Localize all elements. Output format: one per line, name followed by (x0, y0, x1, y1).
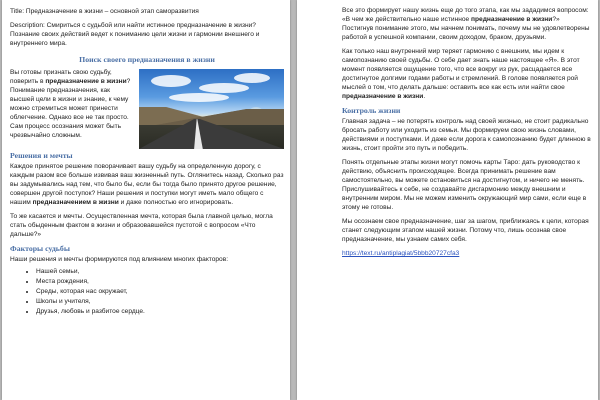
road-photo (139, 69, 284, 149)
title-line: Title: Предназначение в жизни – основной этап саморазвития (10, 8, 199, 15)
text-run: Вы готовы признать свою судьбу, поверить в (10, 69, 112, 85)
cloud-shape (169, 93, 229, 102)
text-run: Как только наш внутренний мир теряет гармонию с внешним, мы идем к самопознанию своей судьбы. О себе дает знать наше настоящее «Я». В этот момент появляется ощущение того, что все вокруг из рук, расцадается все достигнутое долгими годами работы и стремлений. В голове появляется рой мыслей о том, что делать дальше: оставить все как есть или найти свое (342, 48, 580, 91)
heading-fate-factors: Факторы судьбы (10, 244, 70, 253)
paragraph-decisions (10, 162, 284, 207)
paragraph-harmony (342, 47, 592, 101)
document-page-right (297, 0, 598, 400)
heading-life-control: Контроль жизни (342, 106, 401, 115)
bold-run: предназначением в жизни (32, 199, 119, 206)
heading-search-purpose: Поиск своего предназначения в жизни (79, 55, 215, 64)
bold-run: предназначение в жизни (45, 78, 127, 85)
description-line: Description: Смириться с судьбой или найти истинное предназначение в жизни? Познание своих действий ведет к пониманию цели жизни и гармонии внешнего и внутреннего мира. (10, 22, 260, 47)
source-link[interactable]: https://text.ru/antiplagiat/5bbb20727cfa3 (342, 250, 460, 257)
text-run: Каждое принятое решение поворачивает вашу судьбу на определенную дорогу, с каждым разом все больше извивая ваш жизненный путь. Оглянитесь назад. Сколько раз вы задумывались над тем, что было бы, если бы тогда было принято другое решение, совершен другой поступок? Наши решения и поступки могут иметь мало общего с нашим (10, 163, 284, 206)
cloud-shape (234, 73, 270, 83)
text-run: . (423, 93, 426, 100)
paragraph-tarot: Понять отдельные этапы жизни могут помочь карты Таро: дать руководство к действию, объяснить происходящее. Всегда принимать решение вам самостоятельно, вы можете остановиться на достигнутом, и ничего не менять. Прислушивайтесь к себе, не создавайте дисгармонию между внешним и внутренним миром. Мы не можем изменить окружающий мир сами, если еще в этому не готовы. (342, 159, 587, 211)
paragraph-dreams: То же касается и мечты. Осуществленная мечта, которая была главной целью, могла стать обыденным фактом в жизни и образовавшейся пустотой с вопросом «Что дальше?» (10, 213, 273, 238)
list-item: • Нашей семьи, (36, 267, 284, 277)
paragraph-control: Главная задача – не потерять контроль над своей жизнью, не стоит радикально бросать работу или уходить из семьи. Мы формируем свою жизнь словами, действиями и поступками. И даже если дорога к самопознанию будет длинною в жизнь, стоит пройти это путь и победить. (342, 118, 591, 152)
list-item: • Среды, которая нас окружает, (36, 287, 284, 297)
text-run: Все это формирует нашу жизнь еще до того этапа, как мы зададимся вопросом: «В чем же действительно наше истинное (342, 7, 589, 23)
text-run: ?» Постигнув понимание этого, мы начнем понимать, почему мы не удовлетворены работой в успешной компании, своим доходом, браком, друзьями. (342, 16, 590, 41)
list-item: • Места рождения, (36, 277, 284, 287)
text-run: ? Понимание предназначения, как высшей цели в жизни и знание, к чему можно стремиться может принести облегчение. Однако все не так просто. Сам процесс осознания может быть чрезвычайно сложным. (10, 78, 131, 139)
factors-list (10, 267, 284, 317)
paragraph-question (342, 6, 592, 42)
page-content (10, 0, 284, 400)
mountains-shape (139, 109, 284, 125)
list-item: • Друзья, любовь и разбитое сердце. (36, 307, 284, 317)
document-page-left (2, 0, 290, 400)
text-run: и даже полностью его игнорировать. (118, 199, 234, 206)
list-item: • Школы и учителя, (36, 297, 284, 307)
bold-run: предназначение в жизни (342, 93, 424, 100)
cloud-shape (199, 83, 249, 93)
bold-run: предназначение в жизни (471, 16, 553, 23)
cloud-shape (151, 75, 191, 87)
paragraph-factors: Наши решения и мечты формируются под влиянием многих факторов: (10, 256, 229, 263)
page-content (342, 0, 592, 400)
source-link-line (342, 249, 592, 258)
paragraph-awareness: Мы осознаем свое предназначение, шаг за шагом, приближаясь к цели, которая станет следующим этапом нашей жизни. Потому что, лишь осознав свое предназначение, мы узнаем самих себя. (342, 218, 589, 243)
heading-decisions: Решения и мечты (10, 151, 73, 160)
